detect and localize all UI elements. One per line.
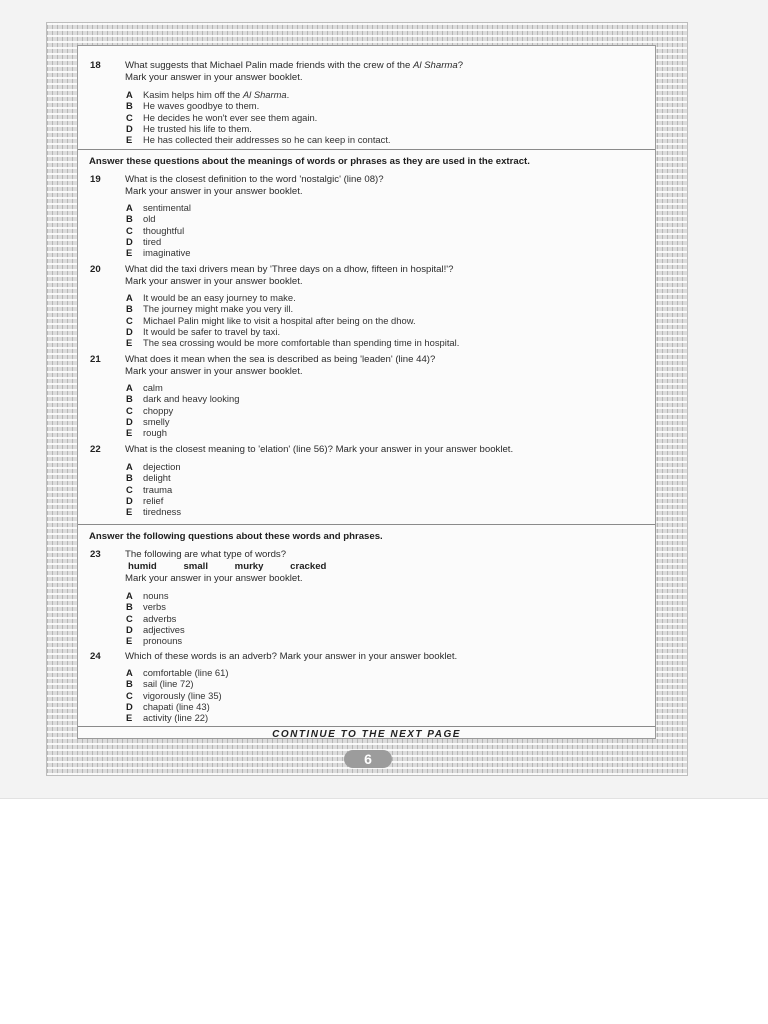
option-d [126, 624, 185, 635]
question-line-1: What suggests that Michael Palin made friends with the crew of the Al Sharma? [125, 60, 464, 71]
option-text: It would be an easy journey to make. [143, 292, 296, 303]
word-item: cracked [290, 561, 327, 572]
option-letter: A [126, 667, 133, 678]
question-number: 24 [90, 651, 101, 662]
option-letter: C [126, 404, 133, 416]
question-line-2: Mark your answer in your answer booklet. [125, 275, 303, 287]
option-text: smelly [143, 415, 170, 427]
option-b [126, 100, 391, 111]
question-line-1: Which of these words is an adverb? Mark your answer in your answer booklet. [125, 651, 458, 662]
option-letter: D [126, 325, 133, 337]
option-letter: C [126, 612, 133, 624]
continue-footer: CONTINUE TO THE NEXT PAGE [272, 729, 461, 740]
option-letter: A [126, 590, 133, 601]
option-text: The sea crossing would be more comfortable than spending time in hospital. [143, 337, 460, 349]
option-text: pronouns [143, 635, 183, 647]
word-item: small [183, 561, 208, 572]
option-letter: C [126, 111, 133, 123]
answer-options [126, 461, 181, 517]
option-letter: A [126, 461, 133, 472]
option-d [126, 236, 191, 247]
option-text: verbs [143, 601, 166, 613]
option-text: imaginative [143, 247, 191, 259]
option-text: nouns [143, 590, 169, 601]
option-a [126, 89, 391, 100]
question-text [125, 174, 384, 197]
option-a [126, 292, 459, 303]
question-number: 23 [90, 549, 101, 560]
option-text: sail (line 72) [143, 678, 194, 690]
question-line-2: Mark your answer in your answer booklet. [125, 365, 303, 377]
option-text: He decides he won't ever see them again. [143, 111, 318, 123]
question-line-1: What is the closest meaning to 'elation' (line 56)? Mark your answer in your answer booklet. [125, 444, 514, 455]
option-b [126, 472, 181, 483]
option-b [126, 213, 191, 224]
question-line-2: Mark your answer in your answer booklet. [125, 185, 303, 197]
option-text: thoughtful [143, 224, 185, 236]
word-item: humid [128, 561, 157, 572]
question-text [125, 444, 513, 456]
option-letter: B [126, 213, 133, 225]
option-text: He waves goodbye to them. [143, 100, 260, 112]
option-text: He has collected their addresses so he can keep in contact. [143, 134, 391, 146]
option-letter: E [126, 247, 133, 259]
option-letter: B [126, 393, 133, 405]
option-letter: C [126, 314, 133, 326]
question-line-1: What did the taxi drivers mean by 'Three days on a dhow, fifteen in hospital!'? [125, 264, 454, 275]
option-a [126, 590, 185, 601]
option-text: activity (line 22) [143, 712, 209, 724]
question-line-1: What is the closest definition to the word 'nostalgic' (line 08)? [125, 174, 384, 185]
option-b [126, 393, 239, 404]
question-page [77, 45, 656, 739]
option-letter: B [126, 678, 133, 690]
option-e [126, 506, 181, 517]
option-text: The journey might make you very ill. [143, 303, 294, 315]
question-text [125, 264, 453, 287]
section-heading: Answer the following questions about these words and phrases. [89, 531, 383, 542]
question-number: 22 [90, 444, 101, 455]
option-letter: C [126, 689, 133, 701]
option-c [126, 613, 185, 624]
question-number: 20 [90, 264, 101, 275]
option-letter: A [126, 292, 133, 303]
option-a [126, 461, 181, 472]
option-e [126, 712, 228, 723]
option-text: tired [143, 235, 162, 247]
option-d [126, 326, 459, 337]
option-letter: D [126, 122, 133, 134]
option-e [126, 635, 185, 646]
option-d [126, 123, 391, 134]
option-c [126, 112, 391, 123]
option-letter: D [126, 415, 133, 427]
question-number: 18 [90, 60, 101, 71]
option-text: vigorously (line 35) [143, 689, 222, 701]
option-c [126, 690, 228, 701]
option-text: tiredness [143, 506, 182, 518]
option-letter: E [126, 337, 133, 349]
option-text: comfortable (line 61) [143, 667, 229, 678]
option-b [126, 601, 185, 612]
option-letter: D [126, 700, 133, 712]
option-text: old [143, 213, 156, 225]
option-text: adjectives [143, 623, 185, 635]
option-letter: B [126, 472, 133, 484]
option-text: delight [143, 472, 171, 484]
question-number: 19 [90, 174, 101, 185]
section-divider [78, 149, 655, 150]
option-letter: E [126, 712, 133, 724]
answer-options [126, 382, 239, 438]
section-divider [78, 524, 655, 525]
option-e [126, 134, 391, 145]
question-number: 21 [90, 354, 101, 365]
option-a [126, 382, 239, 393]
option-letter: B [126, 100, 133, 112]
option-c [126, 484, 181, 495]
option-d [126, 495, 181, 506]
option-text: dejection [143, 461, 181, 472]
footer-divider [78, 726, 655, 727]
option-e [126, 427, 239, 438]
question-line-2: Mark your answer in your answer booklet. [125, 71, 303, 83]
option-text: Michael Palin might like to visit a hospital after being on the dhow. [143, 314, 416, 326]
option-letter: D [126, 494, 133, 506]
answer-options [126, 202, 191, 258]
option-letter: B [126, 601, 133, 613]
option-d [126, 701, 228, 712]
word-list [128, 561, 350, 572]
option-text: adverbs [143, 612, 177, 624]
option-letter: E [126, 635, 133, 647]
answer-options [126, 590, 185, 646]
question-line-1: What does it mean when the sea is described as being 'leaden' (line 44)? [125, 354, 436, 365]
option-c [126, 225, 191, 236]
option-b [126, 678, 228, 689]
option-letter: E [126, 134, 133, 146]
question-text [125, 549, 286, 561]
option-text: sentimental [143, 202, 191, 213]
answer-options [126, 667, 228, 723]
answer-options [126, 292, 459, 348]
option-letter: C [126, 483, 133, 495]
option-letter: E [126, 427, 133, 439]
option-letter: E [126, 506, 133, 518]
option-a [126, 667, 228, 678]
option-text: dark and heavy looking [143, 393, 240, 405]
page-number: 6 [344, 750, 392, 768]
option-letter: A [126, 89, 133, 100]
option-text: rough [143, 427, 167, 439]
option-letter: B [126, 303, 133, 315]
option-text: It would be safer to travel by taxi. [143, 325, 281, 337]
question-text [125, 60, 463, 83]
option-d [126, 416, 239, 427]
word-item: murky [234, 561, 264, 572]
option-text: trauma [143, 483, 173, 495]
question-text [125, 354, 435, 377]
option-text: chapati (line 43) [143, 700, 210, 712]
question-line-2: Mark your answer in your answer booklet. [125, 573, 303, 584]
option-letter: A [126, 382, 133, 393]
question-text [125, 651, 457, 663]
option-e [126, 337, 459, 348]
option-text: relief [143, 494, 164, 506]
option-letter: D [126, 623, 133, 635]
option-text: calm [143, 382, 163, 393]
option-letter: C [126, 224, 133, 236]
option-text: Kasim helps him off the Al Sharma. [143, 89, 290, 100]
option-b [126, 303, 459, 314]
option-e [126, 247, 191, 258]
section-heading: Answer these questions about the meanings of words or phrases as they are used in the extract. [89, 156, 530, 167]
option-letter: D [126, 235, 133, 247]
option-text: He trusted his life to them. [143, 122, 252, 134]
option-a [126, 202, 191, 213]
option-letter: A [126, 202, 133, 213]
option-text: choppy [143, 404, 174, 416]
answer-options [126, 89, 391, 145]
option-c [126, 405, 239, 416]
option-c [126, 315, 459, 326]
question-line-1: The following are what type of words? [125, 549, 287, 560]
